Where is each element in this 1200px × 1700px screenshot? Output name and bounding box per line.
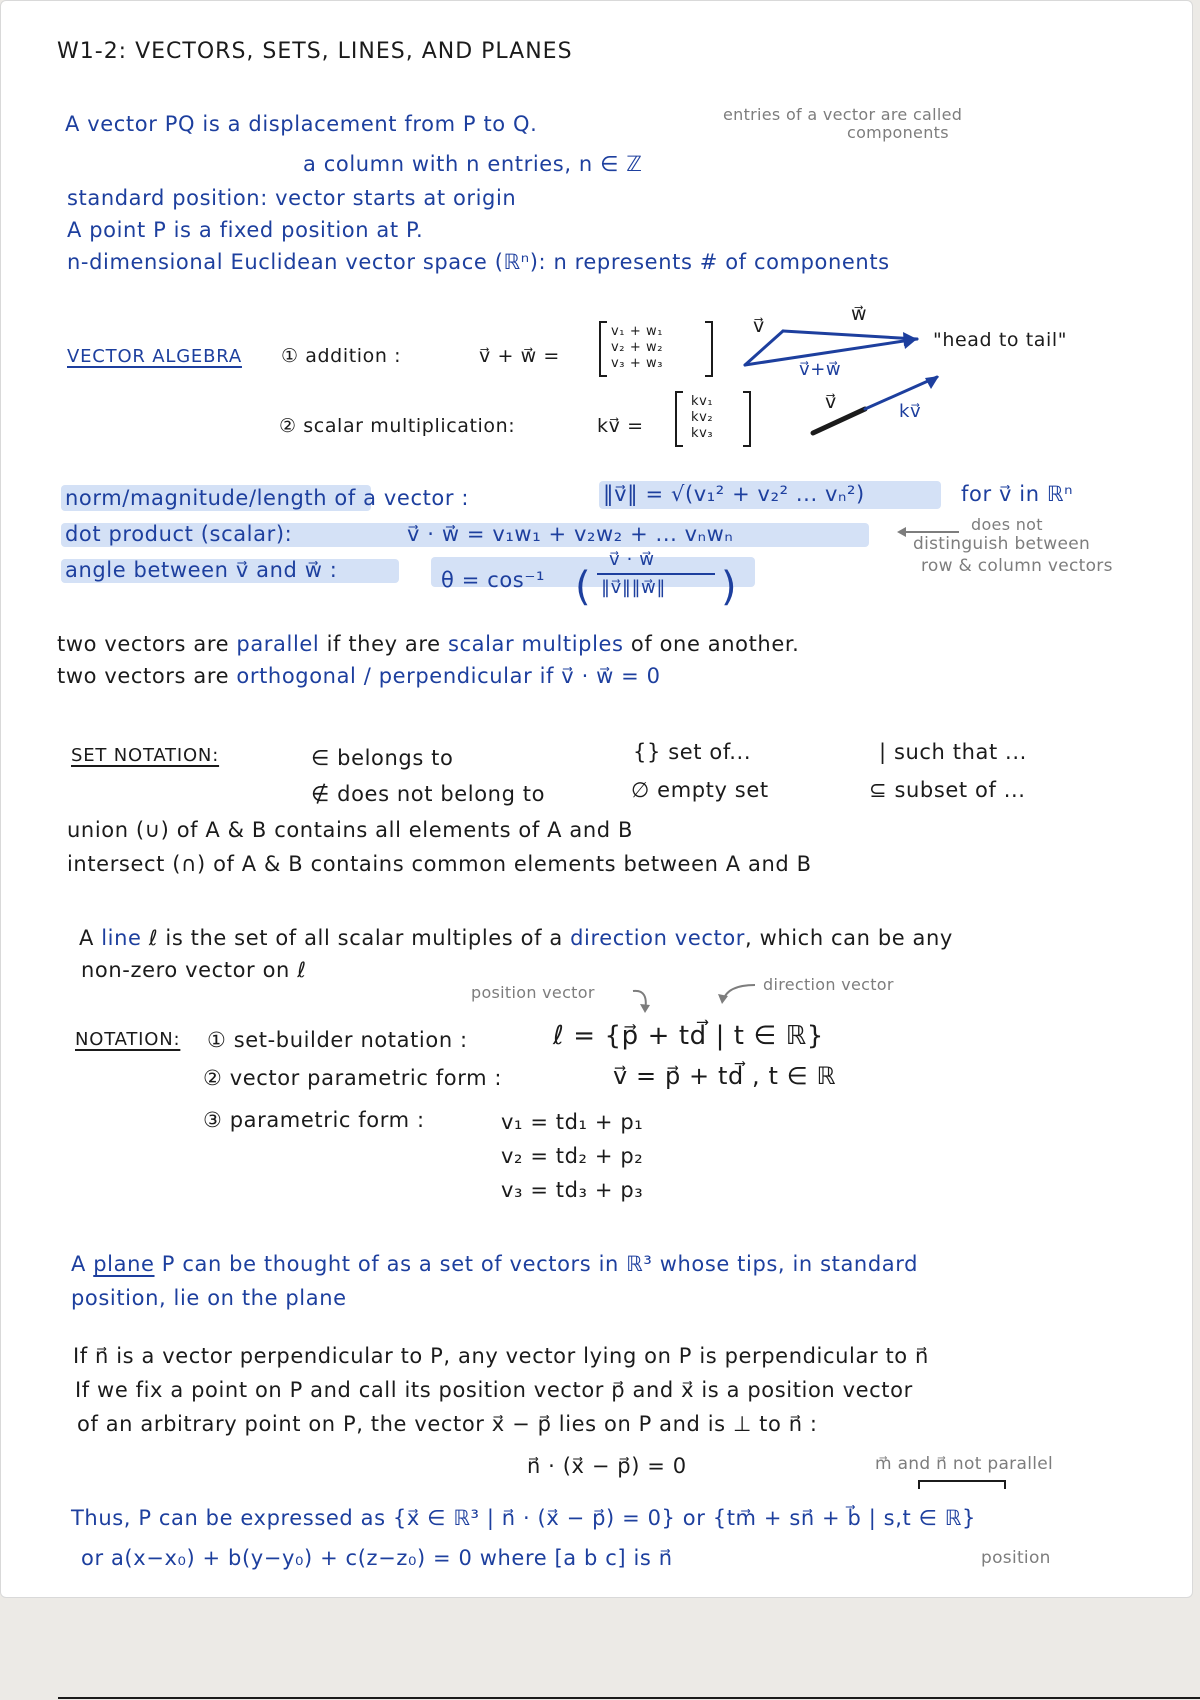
addition-entry-1: v₁ + w₁ (611, 324, 664, 339)
angle-paren-right: ) (721, 564, 737, 610)
note-not-parallel: m⃗ and n⃗ not parallel (875, 1454, 1054, 1474)
addition-bracket-left-top (599, 321, 607, 323)
w-arrow (783, 331, 917, 339)
norm-label: norm/magnitude/length of a vector : (65, 486, 470, 510)
set-builder-formula: ℓ = {p⃗ + td⃗ | t ∈ ℝ} (553, 1021, 824, 1051)
does-not-belong-to: ∉ does not belong to (311, 782, 546, 806)
angle-label: angle between v⃗ and w⃗ : (65, 558, 338, 582)
parallel-text-1: two vectors are (57, 632, 230, 656)
direction-note-arrow (717, 979, 757, 1005)
note-direction-vector: direction vector (763, 975, 894, 994)
scalar-bracket-right-top (743, 391, 751, 393)
scalar-entry-3: kv₃ (691, 426, 714, 441)
scalar-bracket-left-top (675, 391, 683, 393)
plane-normal-equation: n⃗ · (x⃗ − p⃗) = 0 (527, 1454, 687, 1478)
vector-definition: A vector PQ is a displacement from P to Q. (65, 112, 538, 136)
empty-set: ∅ empty set (631, 778, 769, 802)
diagram-label-kv: kv⃗ (899, 401, 922, 422)
intersect-definition: intersect (∩) of A & B contains common elements between A and B (67, 852, 812, 876)
addition-lhs: v⃗ + w⃗ = (479, 345, 560, 367)
vector-column-definition: a column with n entries, n ∈ ℤ (303, 152, 643, 176)
such-that: | such that ... (879, 740, 1027, 764)
line-definition (79, 925, 953, 951)
dot-product-label: dot product (scalar): (65, 522, 293, 546)
line-text-a: A (79, 926, 94, 950)
dot-note-2: distinguish between (913, 534, 1091, 554)
orthogonal-term: orthogonal / perpendicular (236, 664, 533, 688)
plane-text-b: P can be thought of as a set of vectors in ℝ³ whose tips, in standard (161, 1252, 919, 1276)
angle-numerator: v⃗ · w⃗ (609, 549, 655, 570)
diagram-label-sum: v⃗+w⃗ (799, 359, 842, 380)
dot-note-arrowhead (897, 527, 906, 537)
vector-parametric-formula: v⃗ = p⃗ + td⃗ , t ∈ ℝ (613, 1062, 837, 1090)
dot-note-1: does not (971, 515, 1043, 534)
line-notation-heading: NOTATION: (75, 1029, 181, 1050)
scalar-bracket-left-bottom (675, 445, 683, 447)
scalar-bracket-right (749, 391, 751, 447)
euclidean-space-definition: n-dimensional Euclidean vector space (ℝⁿ): n represents # of components (67, 250, 890, 274)
line-text-b: ℓ is the set of all scalar multiples of a (148, 926, 563, 950)
line-text-c: , which can be any (745, 926, 953, 950)
vector-algebra-heading: VECTOR ALGEBRA (67, 346, 242, 367)
parallel-term: parallel (236, 632, 320, 656)
angle-paren-left: ( (575, 564, 591, 610)
angle-fraction-bar (597, 573, 715, 575)
angle-formula-lhs: θ = cos⁻¹ (441, 568, 546, 592)
subset-of: ⊆ subset of ... (869, 778, 1026, 802)
arbitrary-point-statement: of an arbitrary point on P, the vector x⃗ − p⃗ lies on P and is ⊥ to n⃗ : (77, 1412, 818, 1436)
norm-suffix: for v⃗ in ℝⁿ (961, 482, 1074, 506)
dot-product-formula: v⃗ · w⃗ = v₁w₁ + v₂w₂ + ... vₙwₙ (407, 522, 734, 546)
norm-formula: ‖v⃗‖ = √(v₁² + v₂² ... vₙ²) (603, 482, 865, 506)
sum-arrowhead (903, 337, 917, 349)
orthogonal-condition: if v⃗ · w⃗ = 0 (539, 664, 661, 688)
vector-parametric-label: ② vector parametric form : (203, 1066, 503, 1090)
plane-definition-2: position, lie on the plane (71, 1286, 347, 1310)
diagram-label-v: v⃗ (753, 315, 765, 337)
scalar-entry-1: kv₁ (691, 394, 714, 409)
note-entries-2: components (847, 123, 949, 142)
plane-text-a: A (71, 1252, 86, 1276)
normal-statement: If n⃗ is a vector perpendicular to P, any vector lying on P is perpendicular to n⃗ (73, 1344, 929, 1368)
addition-label: ① addition : (281, 345, 402, 367)
parametric-eq-1: v₁ = td₁ + p₁ (501, 1110, 644, 1134)
parallel-statement (57, 631, 799, 657)
addition-entry-3: v₃ + w₃ (611, 356, 664, 371)
addition-bracket-right-top (705, 321, 713, 323)
parallel-text-3: of one another. (630, 632, 800, 656)
note-entries: entries of a vector are called (723, 105, 963, 124)
position-note-arrow (631, 985, 661, 1015)
orthogonal-statement (57, 663, 661, 689)
addition-bracket-right-bottom (705, 375, 713, 377)
direction-vector-term: direction vector (570, 926, 746, 950)
direction-note-arrow-path (723, 985, 755, 1001)
parallel-text-2: if they are (326, 632, 441, 656)
line-definition-2: non-zero vector on ℓ (81, 958, 307, 982)
fix-point-statement: If we fix a point on P and call its position vector p⃗ and x⃗ is a position vector (75, 1378, 913, 1402)
parametric-label: ③ parametric form : (203, 1108, 425, 1132)
set-builder-label: ① set-builder notation : (207, 1028, 468, 1052)
parametric-eq-3: v₃ = td₃ + p₃ (501, 1178, 644, 1202)
scalar-bracket-right-bottom (743, 445, 751, 447)
angle-denominator: ‖v⃗‖‖w⃗‖ (601, 577, 666, 598)
point-definition: A point P is a fixed position at P. (67, 218, 424, 242)
addition-bracket-left (599, 321, 601, 377)
scalar-multiplication-label: ② scalar multiplication: (279, 415, 516, 437)
plane-expression: Thus, P can be expressed as {x⃗ ∈ ℝ³ | n⃗ · (x⃗ − p⃗) = 0} or {tm⃗ + sn⃗ + b⃗ | s,t ∈ ℝ} (71, 1506, 976, 1530)
plane-term: plane (93, 1252, 155, 1276)
belongs-to: ∈ belongs to (311, 746, 454, 770)
parametric-eq-2: v₂ = td₂ + p₂ (501, 1144, 644, 1168)
diagram-label-v2: v⃗ (825, 391, 837, 413)
bottom-page-edge (58, 1697, 1200, 1699)
scalar-entry-2: kv₂ (691, 410, 714, 425)
union-definition: union (∪) of A & B contains all elements of A and B (67, 818, 633, 842)
note-position-vector: position vector (471, 983, 595, 1002)
standard-position-definition: standard position: vector starts at origin (67, 186, 517, 210)
not-parallel-brace-path (919, 1481, 1005, 1489)
line-term: line (101, 926, 142, 950)
diagram-label-w: w⃗ (851, 303, 868, 325)
v-short-arrow (813, 409, 865, 433)
scalar-multiples-term: scalar multiples (447, 632, 624, 656)
set-notation-heading: SET NOTATION: (71, 745, 220, 766)
not-parallel-brace (917, 1477, 1007, 1491)
scalar-lhs: kv⃗ = (597, 415, 644, 437)
plane-definition (71, 1251, 918, 1277)
orthogonal-text-1: two vectors are (57, 664, 230, 688)
page-title: W1-2: VECTORS, SETS, LINES, AND PLANES (57, 39, 573, 64)
dot-note-3: row & column vectors (921, 556, 1113, 576)
addition-bracket-right (711, 321, 713, 377)
set-of: {} set of... (633, 740, 752, 764)
position-note-arrowhead (640, 1004, 650, 1013)
scalar-bracket-left (675, 391, 677, 447)
plane-scalar-equation: or a(x−x₀) + b(y−y₀) + c(z−z₀) = 0 where [a b c] is n⃗ (81, 1546, 673, 1570)
addition-bracket-left-bottom (599, 375, 607, 377)
addition-entry-2: v₂ + w₂ (611, 340, 664, 355)
note-position: position (981, 1548, 1051, 1568)
head-to-tail-note: "head to tail" (933, 329, 1068, 351)
